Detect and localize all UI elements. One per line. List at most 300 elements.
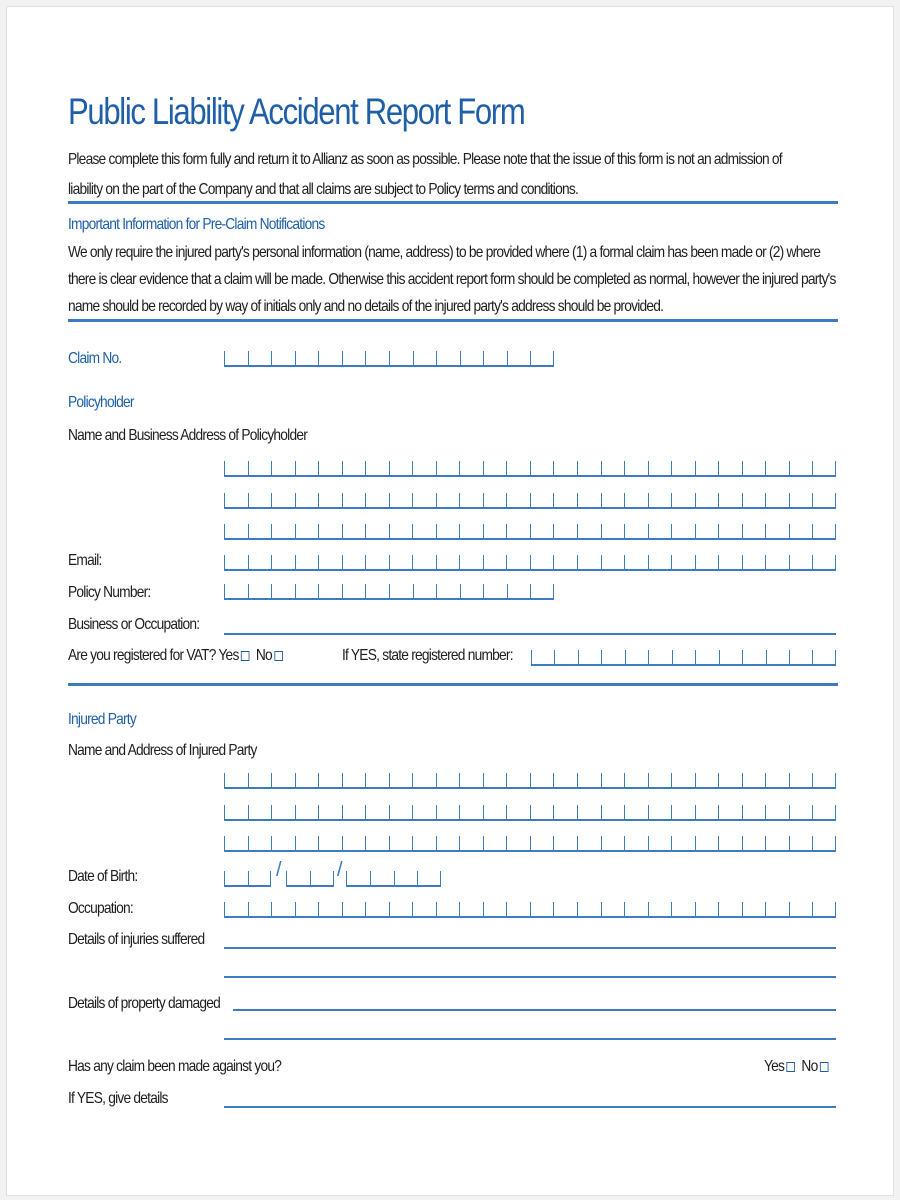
important-line-3: name should be recorded by way of initials only and no details of the injured party's address should be provided.	[68, 298, 664, 315]
character-cell[interactable]	[365, 773, 389, 787]
if-yes-details-field[interactable]	[224, 1106, 836, 1108]
character-cell[interactable]	[718, 805, 742, 819]
character-cell[interactable]	[648, 555, 672, 569]
character-cell[interactable]	[412, 493, 436, 507]
dob-month-field[interactable]	[286, 871, 334, 887]
character-cell[interactable]	[742, 805, 766, 819]
claim-no-checkbox[interactable]	[820, 1062, 829, 1072]
character-cell[interactable]	[459, 555, 483, 569]
character-cell[interactable]	[742, 555, 766, 569]
dob-day-field[interactable]	[224, 871, 271, 887]
character-cell[interactable]	[342, 805, 366, 819]
character-cell[interactable]	[342, 773, 366, 787]
character-cell[interactable]	[742, 524, 766, 538]
character-cell[interactable]	[286, 871, 310, 885]
character-cell[interactable]	[789, 773, 813, 787]
character-cell[interactable]	[577, 805, 601, 819]
character-cell[interactable]	[271, 351, 295, 365]
character-cell[interactable]	[530, 584, 554, 598]
character-cell[interactable]	[624, 902, 648, 916]
character-cell[interactable]	[765, 805, 789, 819]
character-cell[interactable]	[601, 773, 625, 787]
character-cell[interactable]	[318, 351, 342, 365]
character-cell[interactable]	[318, 584, 342, 598]
character-cell[interactable]	[224, 351, 248, 365]
character-cell[interactable]	[436, 805, 460, 819]
character-cell[interactable]	[460, 351, 484, 365]
divider	[68, 683, 838, 686]
character-cell[interactable]	[248, 773, 272, 787]
injured-address-field-3[interactable]	[224, 836, 836, 852]
character-cell[interactable]	[459, 805, 483, 819]
character-cell[interactable]	[506, 524, 530, 538]
character-cell[interactable]	[483, 461, 507, 475]
character-cell[interactable]	[389, 805, 413, 819]
character-cell[interactable]	[224, 836, 248, 850]
vat-no-checkbox[interactable]	[274, 651, 283, 661]
character-cell[interactable]	[554, 650, 577, 664]
character-cell[interactable]	[436, 524, 460, 538]
character-cell[interactable]	[789, 836, 813, 850]
character-cell[interactable]	[365, 555, 389, 569]
character-cell[interactable]	[812, 650, 835, 664]
character-cell[interactable]	[672, 650, 695, 664]
character-cell[interactable]	[624, 836, 648, 850]
character-cell[interactable]	[459, 902, 483, 916]
intro-line-2: liability on the part of the Company and that all claims are subject to Policy terms and conditions.	[68, 181, 579, 198]
character-cell[interactable]	[671, 524, 695, 538]
character-cell[interactable]	[248, 836, 272, 850]
character-cell[interactable]	[601, 836, 625, 850]
character-cell[interactable]	[577, 524, 601, 538]
character-cell[interactable]	[812, 555, 836, 569]
character-cell[interactable]	[412, 461, 436, 475]
character-cell[interactable]	[318, 805, 342, 819]
character-cell[interactable]	[624, 493, 648, 507]
character-cell[interactable]	[577, 773, 601, 787]
character-cell[interactable]	[671, 773, 695, 787]
divider	[68, 201, 838, 204]
character-cell[interactable]	[346, 871, 370, 885]
character-cell[interactable]	[530, 461, 554, 475]
character-cell[interactable]	[530, 555, 554, 569]
character-cell[interactable]	[365, 461, 389, 475]
character-cell[interactable]	[742, 836, 766, 850]
character-cell[interactable]	[531, 650, 554, 664]
character-cell[interactable]	[436, 902, 460, 916]
character-cell[interactable]	[310, 871, 334, 885]
character-cell[interactable]	[742, 650, 765, 664]
character-cell[interactable]	[648, 461, 672, 475]
character-cell[interactable]	[389, 902, 413, 916]
character-cell[interactable]	[342, 836, 366, 850]
character-cell[interactable]	[248, 524, 272, 538]
vat-yes-checkbox[interactable]	[241, 651, 250, 661]
claim-yes-label: Yes	[764, 1058, 785, 1075]
character-cell[interactable]	[318, 555, 342, 569]
claim-yes-checkbox[interactable]	[787, 1062, 796, 1072]
character-cell[interactable]	[506, 461, 530, 475]
character-cell[interactable]	[718, 902, 742, 916]
injuries-field-2[interactable]	[224, 976, 836, 978]
injuries-field-1[interactable]	[224, 947, 836, 949]
character-cell[interactable]	[530, 902, 554, 916]
character-cell[interactable]	[342, 493, 366, 507]
character-cell[interactable]	[553, 836, 577, 850]
character-cell[interactable]	[389, 351, 413, 365]
character-cell[interactable]	[295, 773, 319, 787]
character-cell[interactable]	[742, 493, 766, 507]
property-field-1[interactable]	[233, 1009, 836, 1011]
business-field[interactable]	[224, 633, 836, 635]
character-cell[interactable]	[553, 805, 577, 819]
character-cell[interactable]	[812, 461, 836, 475]
character-cell[interactable]	[625, 650, 648, 664]
policy-number-field[interactable]	[224, 584, 554, 600]
character-cell[interactable]	[648, 773, 672, 787]
character-cell[interactable]	[413, 351, 437, 365]
claim-no-field[interactable]	[224, 351, 554, 367]
character-cell[interactable]	[577, 902, 601, 916]
character-cell[interactable]	[577, 555, 601, 569]
character-cell[interactable]	[507, 351, 531, 365]
character-cell[interactable]	[718, 773, 742, 787]
character-cell[interactable]	[718, 836, 742, 850]
character-cell[interactable]	[224, 871, 248, 885]
policyholder-address-field-1[interactable]	[224, 461, 836, 477]
character-cell[interactable]	[271, 902, 295, 916]
character-cell[interactable]	[394, 871, 418, 885]
character-cell[interactable]	[318, 493, 342, 507]
character-cell[interactable]	[553, 461, 577, 475]
character-cell[interactable]	[224, 902, 248, 916]
character-cell[interactable]	[483, 555, 507, 569]
character-cell[interactable]	[577, 836, 601, 850]
injured-address-field-1[interactable]	[224, 773, 836, 789]
character-cell[interactable]	[789, 555, 813, 569]
character-cell[interactable]	[365, 836, 389, 850]
character-cell[interactable]	[695, 805, 719, 819]
character-cell[interactable]	[695, 555, 719, 569]
character-cell[interactable]	[224, 805, 248, 819]
character-cell[interactable]	[412, 902, 436, 916]
character-cell[interactable]	[483, 836, 507, 850]
character-cell[interactable]	[695, 902, 719, 916]
character-cell[interactable]	[248, 461, 272, 475]
character-cell[interactable]	[530, 836, 554, 850]
if-yes-details-label: If YES, give details	[68, 1090, 168, 1107]
character-cell[interactable]	[412, 773, 436, 787]
character-cell[interactable]	[719, 650, 742, 664]
occupation-field[interactable]	[224, 902, 836, 918]
character-cell[interactable]	[695, 461, 719, 475]
character-cell[interactable]	[530, 805, 554, 819]
character-cell[interactable]	[742, 902, 766, 916]
character-cell[interactable]	[318, 773, 342, 787]
character-cell[interactable]	[789, 524, 813, 538]
character-cell[interactable]	[224, 584, 248, 598]
character-cell[interactable]	[695, 836, 719, 850]
character-cell[interactable]	[436, 555, 460, 569]
character-cell[interactable]	[671, 836, 695, 850]
character-cell[interactable]	[365, 902, 389, 916]
character-cell[interactable]	[695, 493, 719, 507]
character-cell[interactable]	[459, 524, 483, 538]
character-cell[interactable]	[365, 805, 389, 819]
character-cell[interactable]	[295, 584, 319, 598]
character-cell[interactable]	[459, 773, 483, 787]
character-cell[interactable]	[742, 461, 766, 475]
character-cell[interactable]	[389, 836, 413, 850]
character-cell[interactable]	[389, 493, 413, 507]
vat-question	[68, 646, 283, 666]
character-cell[interactable]	[577, 493, 601, 507]
character-cell[interactable]	[671, 902, 695, 916]
policy-number-label: Policy Number:	[68, 584, 151, 601]
character-cell[interactable]	[342, 555, 366, 569]
character-cell[interactable]	[295, 524, 319, 538]
character-cell[interactable]	[412, 524, 436, 538]
character-cell[interactable]	[271, 555, 295, 569]
character-cell[interactable]	[718, 555, 742, 569]
character-cell[interactable]	[789, 902, 813, 916]
character-cell[interactable]	[389, 773, 413, 787]
character-cell[interactable]	[483, 805, 507, 819]
character-cell[interactable]	[460, 584, 484, 598]
character-cell[interactable]	[765, 493, 789, 507]
character-cell[interactable]	[436, 351, 460, 365]
character-cell[interactable]	[271, 805, 295, 819]
character-cell[interactable]	[648, 836, 672, 850]
character-cell[interactable]	[436, 773, 460, 787]
important-heading: Important Information for Pre-Claim Notifications	[68, 216, 325, 233]
character-cell[interactable]	[417, 871, 441, 885]
character-cell[interactable]	[506, 555, 530, 569]
character-cell[interactable]	[718, 493, 742, 507]
character-cell[interactable]	[248, 871, 272, 885]
character-cell[interactable]	[648, 902, 672, 916]
character-cell[interactable]	[318, 461, 342, 475]
character-cell[interactable]	[553, 524, 577, 538]
character-cell[interactable]	[601, 524, 625, 538]
character-cell[interactable]	[342, 584, 366, 598]
character-cell[interactable]	[765, 773, 789, 787]
character-cell[interactable]	[389, 584, 413, 598]
character-cell[interactable]	[295, 351, 319, 365]
character-cell[interactable]	[789, 461, 813, 475]
character-cell[interactable]	[624, 555, 648, 569]
character-cell[interactable]	[318, 524, 342, 538]
character-cell[interactable]	[624, 805, 648, 819]
vat-question-label: Are you registered for VAT?	[68, 647, 216, 664]
character-cell[interactable]	[295, 836, 319, 850]
character-cell[interactable]	[766, 650, 789, 664]
character-cell[interactable]	[295, 902, 319, 916]
character-cell[interactable]	[506, 773, 530, 787]
injuries-label: Details of injuries suffered	[68, 931, 205, 948]
character-cell[interactable]	[271, 584, 295, 598]
character-cell[interactable]	[648, 650, 671, 664]
character-cell[interactable]	[483, 773, 507, 787]
policyholder-address-field-3[interactable]	[224, 524, 836, 540]
character-cell[interactable]	[671, 461, 695, 475]
character-cell[interactable]	[483, 493, 507, 507]
character-cell[interactable]	[789, 805, 813, 819]
character-cell[interactable]	[365, 524, 389, 538]
character-cell[interactable]	[436, 493, 460, 507]
claim-question-options	[764, 1057, 829, 1077]
character-cell[interactable]	[295, 805, 319, 819]
character-cell[interactable]	[624, 524, 648, 538]
character-cell[interactable]	[530, 524, 554, 538]
character-cell[interactable]	[812, 902, 836, 916]
character-cell[interactable]	[271, 493, 295, 507]
character-cell[interactable]	[506, 493, 530, 507]
character-cell[interactable]	[248, 584, 272, 598]
character-cell[interactable]	[789, 650, 812, 664]
intro-line-1: Please complete this form fully and return it to Allianz as soon as possible. Please note that the issue of this form is not an admission of	[68, 151, 782, 168]
character-cell[interactable]	[271, 461, 295, 475]
character-cell[interactable]	[389, 524, 413, 538]
character-cell[interactable]	[812, 836, 836, 850]
character-cell[interactable]	[812, 805, 836, 819]
character-cell[interactable]	[459, 493, 483, 507]
character-cell[interactable]	[506, 805, 530, 819]
character-cell[interactable]	[765, 461, 789, 475]
character-cell[interactable]	[224, 773, 248, 787]
character-cell[interactable]	[342, 461, 366, 475]
character-cell[interactable]	[648, 493, 672, 507]
character-cell[interactable]	[389, 461, 413, 475]
character-cell[interactable]	[271, 773, 295, 787]
character-cell[interactable]	[342, 351, 366, 365]
character-cell[interactable]	[506, 836, 530, 850]
character-cell[interactable]	[765, 555, 789, 569]
character-cell[interactable]	[601, 650, 624, 664]
character-cell[interactable]	[671, 555, 695, 569]
character-cell[interactable]	[342, 524, 366, 538]
character-cell[interactable]	[507, 584, 531, 598]
character-cell[interactable]	[765, 524, 789, 538]
character-cell[interactable]	[648, 524, 672, 538]
property-field-2[interactable]	[224, 1038, 836, 1040]
character-cell[interactable]	[601, 555, 625, 569]
character-cell[interactable]	[742, 773, 766, 787]
character-cell[interactable]	[389, 555, 413, 569]
character-cell[interactable]	[224, 555, 248, 569]
character-cell[interactable]	[553, 773, 577, 787]
character-cell[interactable]	[695, 650, 718, 664]
character-cell[interactable]	[271, 524, 295, 538]
character-cell[interactable]	[789, 493, 813, 507]
character-cell[interactable]	[318, 902, 342, 916]
character-cell[interactable]	[812, 773, 836, 787]
character-cell[interactable]	[295, 493, 319, 507]
character-cell[interactable]	[271, 836, 295, 850]
character-cell[interactable]	[224, 493, 248, 507]
character-cell[interactable]	[483, 902, 507, 916]
character-cell[interactable]	[648, 805, 672, 819]
character-cell[interactable]	[530, 351, 554, 365]
character-cell[interactable]	[695, 524, 719, 538]
character-cell[interactable]	[370, 871, 394, 885]
character-cell[interactable]	[765, 836, 789, 850]
character-cell[interactable]	[412, 805, 436, 819]
character-cell[interactable]	[224, 461, 248, 475]
character-cell[interactable]	[459, 461, 483, 475]
character-cell[interactable]	[483, 351, 507, 365]
character-cell[interactable]	[812, 493, 836, 507]
form-page	[6, 6, 894, 1196]
injured-address-field-2[interactable]	[224, 805, 836, 821]
character-cell[interactable]	[248, 805, 272, 819]
character-cell[interactable]	[248, 902, 272, 916]
character-cell[interactable]	[695, 773, 719, 787]
character-cell[interactable]	[412, 836, 436, 850]
character-cell[interactable]	[718, 524, 742, 538]
character-cell[interactable]	[365, 351, 389, 365]
character-cell[interactable]	[365, 584, 389, 598]
character-cell[interactable]	[248, 351, 272, 365]
character-cell[interactable]	[577, 461, 601, 475]
page-title: Public Liability Accident Report Form	[68, 91, 525, 132]
character-cell[interactable]	[671, 493, 695, 507]
claim-question-label: Has any claim been made against you?	[68, 1058, 282, 1075]
character-cell[interactable]	[412, 555, 436, 569]
vat-number-field[interactable]	[531, 650, 836, 666]
character-cell[interactable]	[578, 650, 601, 664]
character-cell[interactable]	[601, 902, 625, 916]
character-cell[interactable]	[506, 902, 530, 916]
character-cell[interactable]	[601, 493, 625, 507]
character-cell[interactable]	[671, 805, 695, 819]
character-cell[interactable]	[248, 493, 272, 507]
character-cell[interactable]	[342, 902, 366, 916]
character-cell[interactable]	[483, 524, 507, 538]
character-cell[interactable]	[553, 902, 577, 916]
character-cell[interactable]	[530, 493, 554, 507]
character-cell[interactable]	[365, 493, 389, 507]
dob-year-field[interactable]	[346, 871, 441, 887]
character-cell[interactable]	[248, 555, 272, 569]
character-cell[interactable]	[483, 584, 507, 598]
policyholder-address-field-2[interactable]	[224, 493, 836, 509]
dob-label: Date of Birth:	[68, 868, 138, 885]
character-cell[interactable]	[224, 524, 248, 538]
character-cell[interactable]	[553, 493, 577, 507]
character-cell[interactable]	[436, 461, 460, 475]
character-cell[interactable]	[295, 555, 319, 569]
character-cell[interactable]	[553, 555, 577, 569]
claim-no-label: No	[801, 1058, 818, 1075]
character-cell[interactable]	[436, 584, 460, 598]
character-cell[interactable]	[601, 461, 625, 475]
character-cell[interactable]	[318, 836, 342, 850]
character-cell[interactable]	[812, 524, 836, 538]
character-cell[interactable]	[436, 836, 460, 850]
character-cell[interactable]	[718, 461, 742, 475]
email-field[interactable]	[224, 555, 836, 571]
character-cell[interactable]	[624, 773, 648, 787]
character-cell[interactable]	[765, 902, 789, 916]
character-cell[interactable]	[459, 836, 483, 850]
character-cell[interactable]	[624, 461, 648, 475]
occupation-label: Occupation:	[68, 900, 133, 917]
character-cell[interactable]	[601, 805, 625, 819]
character-cell[interactable]	[530, 773, 554, 787]
character-cell[interactable]	[413, 584, 437, 598]
character-cell[interactable]	[295, 461, 319, 475]
